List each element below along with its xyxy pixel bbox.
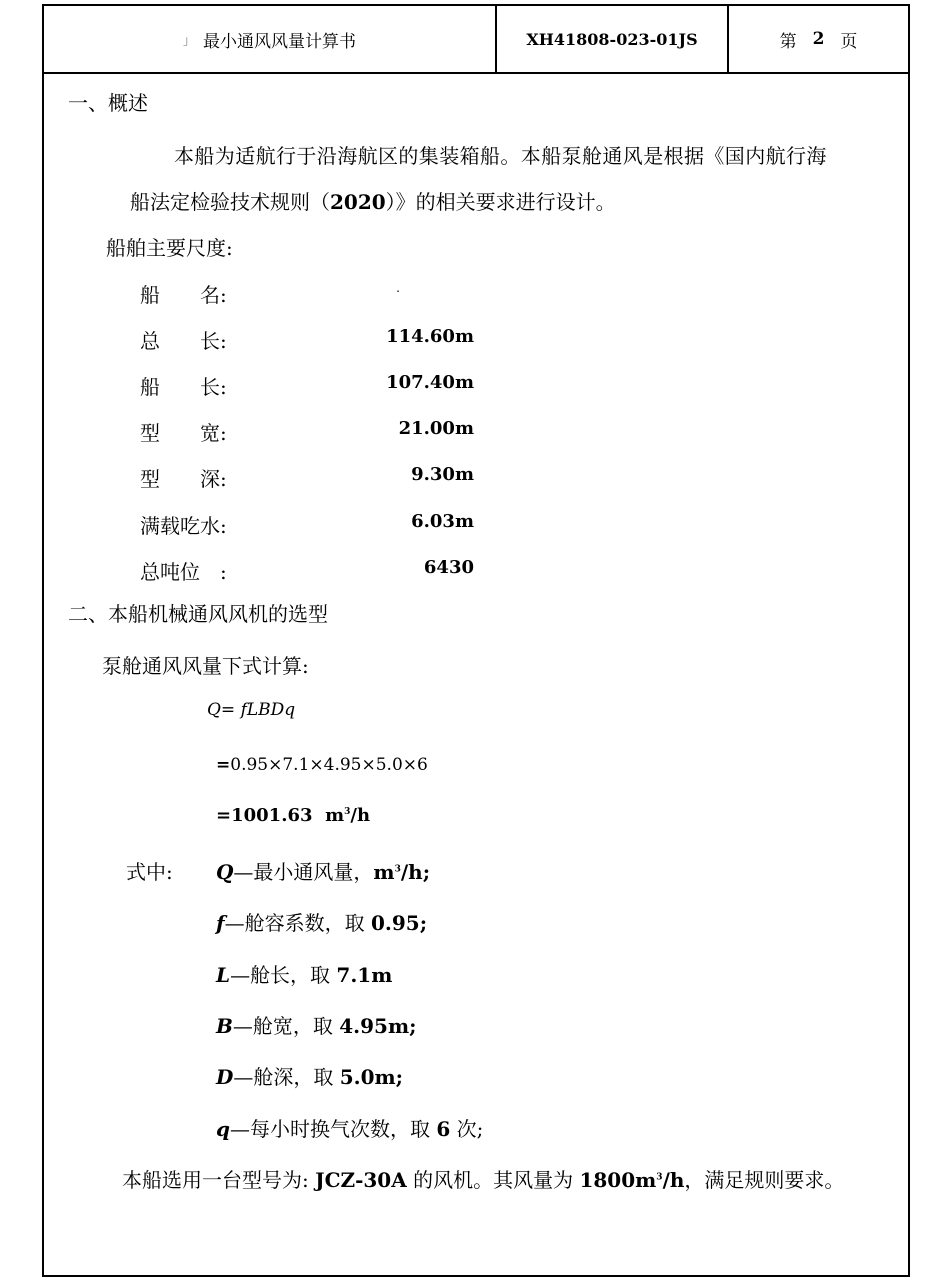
- var-symbol: B: [216, 1014, 233, 1038]
- formula: Q= fLBDq: [207, 700, 296, 720]
- dim-label-ship-name: 船 名:: [140, 283, 227, 307]
- var-f-line: [216, 907, 427, 936]
- var-d-line: [216, 1061, 403, 1090]
- title-block: [44, 6, 908, 74]
- var-sup: 3: [394, 864, 401, 875]
- var-symbol: L: [216, 963, 231, 987]
- dim-label-gt: 总吨位 :: [140, 560, 227, 584]
- fan-flow: 1800m: [579, 1168, 657, 1192]
- doc-title-cell: [44, 6, 497, 72]
- regulation-year: 2020: [330, 190, 386, 214]
- calc-intro: 泵舱通风风量下式计算:: [102, 654, 309, 678]
- dim-value-gt: 6430: [423, 557, 474, 578]
- var-value: 4.95m: [339, 1014, 410, 1038]
- var-value: m: [373, 860, 395, 884]
- conclusion-b: 的风机。其风量为: [406, 1168, 580, 1192]
- dim-label-depth: 型 深:: [140, 467, 227, 491]
- var-value: 6: [436, 1117, 451, 1141]
- var-desc: —最小通风量，: [233, 860, 374, 884]
- result-unit-tail: /h: [350, 805, 371, 826]
- var-q-line: [216, 856, 430, 885]
- var-desc: —舱长，取: [230, 963, 337, 987]
- var-desc: —每小时换气次数，取: [229, 1117, 437, 1141]
- dim-value-draught: 6.03m: [411, 511, 474, 532]
- dim-value-breadth: 21.00m: [398, 418, 474, 439]
- var-symbol: q: [216, 1117, 230, 1141]
- result-unit: m: [325, 805, 345, 826]
- var-desc: —舱容系数，取: [224, 911, 371, 935]
- calc-line: [216, 755, 428, 775]
- var-desc: —舱宽，取: [232, 1014, 340, 1038]
- dim-label-lpp: 船 长:: [140, 375, 227, 399]
- var-desc: —舱深，取: [233, 1065, 340, 1089]
- var-tail: 次;: [450, 1117, 484, 1141]
- overview-line-2-a: 船法定检验技术规则（: [130, 190, 330, 214]
- page-number: 2: [812, 29, 825, 49]
- var-b-line: [216, 1010, 417, 1039]
- var-q-rate-line: [216, 1113, 483, 1142]
- var-tail: ;: [419, 911, 428, 935]
- calc-equals: =: [216, 755, 231, 775]
- conclusion: [122, 1164, 844, 1193]
- section-2-heading: 二、本船机械通风风机的选型: [68, 602, 328, 626]
- var-symbol: f: [216, 911, 225, 935]
- result-line: [216, 805, 370, 826]
- var-value: 5.0m: [339, 1065, 396, 1089]
- dim-label-draught: 满载吃水:: [140, 514, 227, 538]
- overview-line-1: 本船为适航行于沿海航区的集装箱船。本船泵舱通风是根据《国内航行海: [174, 144, 827, 168]
- dimensions-heading: 船舶主要尺度:: [106, 236, 233, 260]
- calc-expression: 0.95×7.1×4.95×5.0×6: [230, 755, 428, 775]
- conclusion-c: ，满足规则要求。: [684, 1168, 845, 1192]
- var-symbol: Q: [216, 860, 234, 884]
- dim-value-lpp: 107.40m: [386, 372, 474, 393]
- page-suffix: 页: [840, 31, 858, 52]
- var-l-line: [216, 959, 392, 988]
- var-tail: ;: [395, 1065, 404, 1089]
- page-prefix: 第: [779, 31, 797, 52]
- fan-flow-tail: /h: [662, 1168, 685, 1192]
- conclusion-a: 本船选用一台型号为:: [122, 1168, 316, 1192]
- dim-value-depth: 9.30m: [411, 464, 474, 485]
- doc-number: XH41808-023-01JS: [497, 6, 729, 72]
- var-value: 0.95: [370, 911, 420, 935]
- where-label: 式中:: [126, 860, 173, 884]
- section-1-heading: 一、概述: [68, 91, 148, 115]
- fan-flow-sup: 3: [656, 1172, 663, 1183]
- result-value: 1001.63: [231, 805, 313, 826]
- var-symbol: D: [216, 1065, 234, 1089]
- overview-line-2: [130, 186, 616, 215]
- dim-label-breadth: 型 宽:: [140, 421, 227, 445]
- page-number-cell: [729, 6, 908, 72]
- result-unit-sup: 3: [344, 807, 351, 817]
- title-mark: 」: [182, 32, 195, 47]
- dim-label-loa: 总 长:: [140, 329, 227, 353]
- fan-model: JCZ-30A: [315, 1168, 407, 1192]
- var-value: 7.1m: [336, 963, 393, 987]
- var-tail: ;: [409, 1014, 417, 1038]
- result-equals: =: [216, 805, 232, 826]
- overview-line-2-b: ）》的相关要求进行设计。: [385, 190, 616, 214]
- dim-value-ship-name: .: [396, 281, 400, 295]
- dim-value-loa: 114.60m: [386, 326, 474, 347]
- var-tail: /h;: [400, 860, 431, 884]
- doc-title: 最小通风风量计算书: [203, 31, 356, 52]
